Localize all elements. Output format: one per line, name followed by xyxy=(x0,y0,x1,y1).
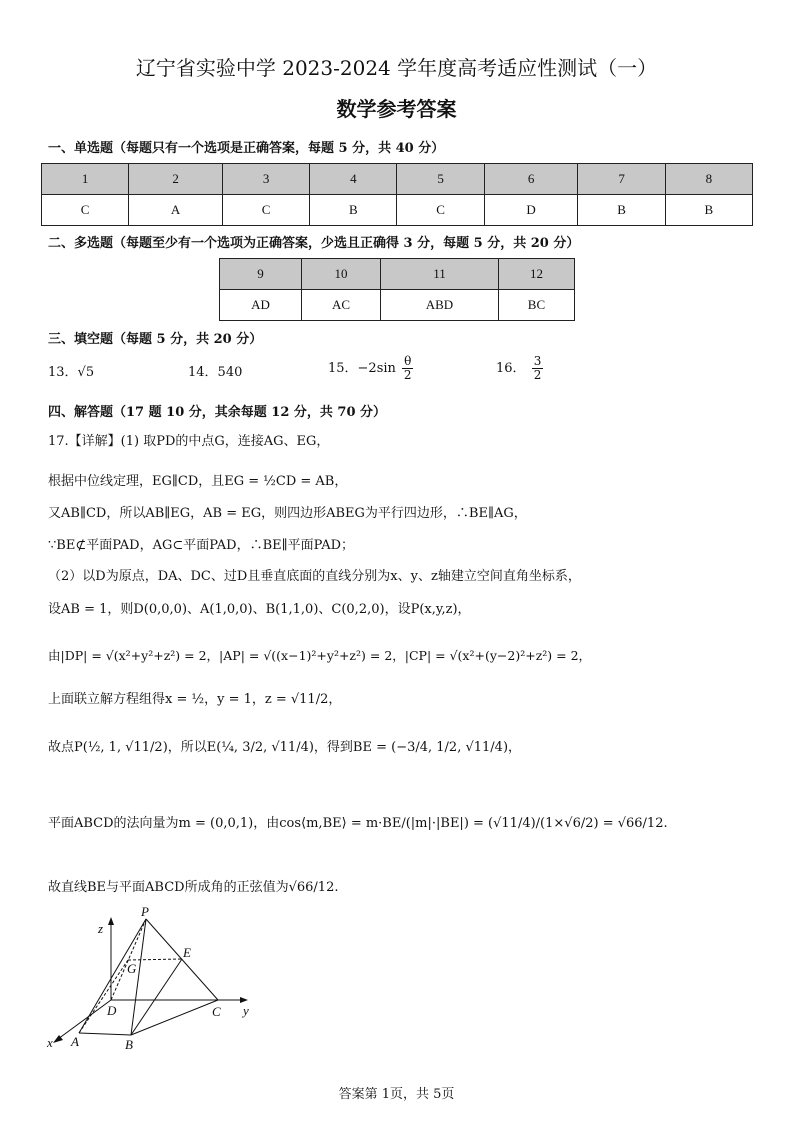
solution-line: 17.【详解】(1) 取PD的中点G，连接AG、EG， xyxy=(48,434,330,449)
edge-PB xyxy=(131,919,146,1035)
table-cell: C xyxy=(397,195,484,226)
table-cell: 5 xyxy=(397,164,484,195)
label-x: x xyxy=(47,1035,53,1050)
table-cell: B xyxy=(310,195,397,226)
label-A: A xyxy=(71,1034,79,1049)
section3-heading: 三、填空题（每题 5 分，共 20 分） xyxy=(48,332,263,347)
label-z: z xyxy=(98,921,104,936)
solution-line: 设AB = 1，则D(0,0,0)、A(1,0,0)、B(1,1,0)、C(0,2,0)，设P(x,y,z)， xyxy=(48,602,471,617)
table-cell: C xyxy=(222,195,309,226)
section4-heading: 四、解答题（17 题 10 分，其余每题 12 分，共 70 分） xyxy=(48,405,387,420)
fill-answer-13: 13．√5 xyxy=(48,365,95,380)
solution-line: 故点P(½, 1, √11/2)，所以E(¼, 3/2, √11/4)，得到BE = (−3/4, 1/2, √11/4)， xyxy=(48,740,522,755)
fill-answer-16-text: 16． xyxy=(496,361,526,376)
table-row xyxy=(220,290,575,321)
label-D: D xyxy=(107,1003,117,1018)
table-cell: B xyxy=(665,195,752,226)
solution-line: 又AB∥CD，所以AB∥EG，AB = EG，则四边形ABEG为平行四边形，∴BE∥AG， xyxy=(48,506,527,521)
solution-line: 平面ABCD的法向量为m = (0,0,1)，由cos⟨m,BE⟩ = m·BE/(|m|·|BE|) = (√11/4)/(1×√6/2) = √66/12. xyxy=(48,816,668,831)
solution-line: 故直线BE与平面ABCD所成角的正弦值为√66/12. xyxy=(48,880,339,895)
page-footer: 答案第 1页，共 5页 xyxy=(338,1087,455,1102)
single-choice-table xyxy=(41,163,753,226)
table-cell: 6 xyxy=(484,164,578,195)
table-cell: B xyxy=(578,195,665,226)
table-cell: 8 xyxy=(665,164,752,195)
solution-line: 上面联立解方程组得x = ½，y = 1，z = √11/2， xyxy=(48,692,342,707)
segment-GE xyxy=(128,959,182,960)
edge-BC xyxy=(131,1000,218,1035)
table-cell: 3 xyxy=(222,164,309,195)
table-cell: 11 xyxy=(381,259,499,290)
table-cell: 1 xyxy=(42,164,129,195)
page-subtitle: 数学参考答案 xyxy=(336,97,457,121)
solution-line: 由|DP| = √(x²+y²+z²) = 2，|AP| = √((x−1)²+y²+z²) = 2，|CP| = √(x²+(y−2)²+z²) = 2， xyxy=(48,648,592,663)
label-C: C xyxy=(212,1004,221,1019)
section1-heading: 一、单选题（每题只有一个选项是正确答案，每题 5 分，共 40 分） xyxy=(48,141,445,156)
solution-line: ∵BE⊄平面PAD，AG⊂平面PAD，∴BE∥平面PAD； xyxy=(48,538,355,553)
denominator: 2 xyxy=(403,368,412,382)
table-cell: AC xyxy=(301,290,380,321)
label-y: y xyxy=(243,1003,249,1018)
table-cell: 2 xyxy=(129,164,223,195)
page-title: 辽宁省实验中学 2023-2024 学年度高考适应性测试（一） xyxy=(135,56,658,80)
segment-AG xyxy=(79,960,128,1033)
numerator: 3 xyxy=(533,354,542,368)
table-cell: C xyxy=(42,195,129,226)
table-cell: 4 xyxy=(310,164,397,195)
section2-heading: 二、多选题（每题至少有一个选项为正确答案，少选且正确得 3 分，每题 5 分，共 20 分） xyxy=(48,236,580,251)
table-cell: BC xyxy=(498,290,574,321)
numerator: θ xyxy=(404,354,412,368)
edge-AB xyxy=(79,1033,131,1035)
table-cell: A xyxy=(129,195,223,226)
denominator: 2 xyxy=(533,368,542,382)
fill-answer-15 xyxy=(328,355,415,382)
label-G: G xyxy=(127,961,137,976)
table-cell: ABD xyxy=(381,290,499,321)
table-cell: 10 xyxy=(301,259,380,290)
fraction xyxy=(402,355,413,382)
table-cell: 9 xyxy=(220,259,302,290)
table-row xyxy=(42,195,753,226)
table-row xyxy=(220,259,575,290)
label-B: B xyxy=(125,1037,133,1052)
fill-answer-14: 14．540 xyxy=(188,365,243,380)
solution-line: （2）以D为原点，DA、DC、过D且垂直底面的直线分别为x、y、z轴建立空间直角坐标系， xyxy=(48,569,581,584)
fill-answer-16 xyxy=(496,355,545,382)
table-cell: 7 xyxy=(578,164,665,195)
label-E: E xyxy=(183,945,191,960)
label-P: P xyxy=(141,905,149,919)
z-axis-arrow xyxy=(108,917,114,925)
table-cell: 12 xyxy=(498,259,574,290)
multi-choice-table xyxy=(219,258,575,321)
solution-line: 根据中位线定理，EG∥CD，且EG = ½CD = AB， xyxy=(48,474,348,489)
table-cell: AD xyxy=(220,290,302,321)
pyramid-figure xyxy=(44,905,264,1055)
table-row xyxy=(42,164,753,195)
segment-BE xyxy=(131,959,182,1035)
fill-answer-15-text: 15．−2sin xyxy=(328,361,396,376)
table-cell: D xyxy=(484,195,578,226)
fraction xyxy=(532,355,544,382)
